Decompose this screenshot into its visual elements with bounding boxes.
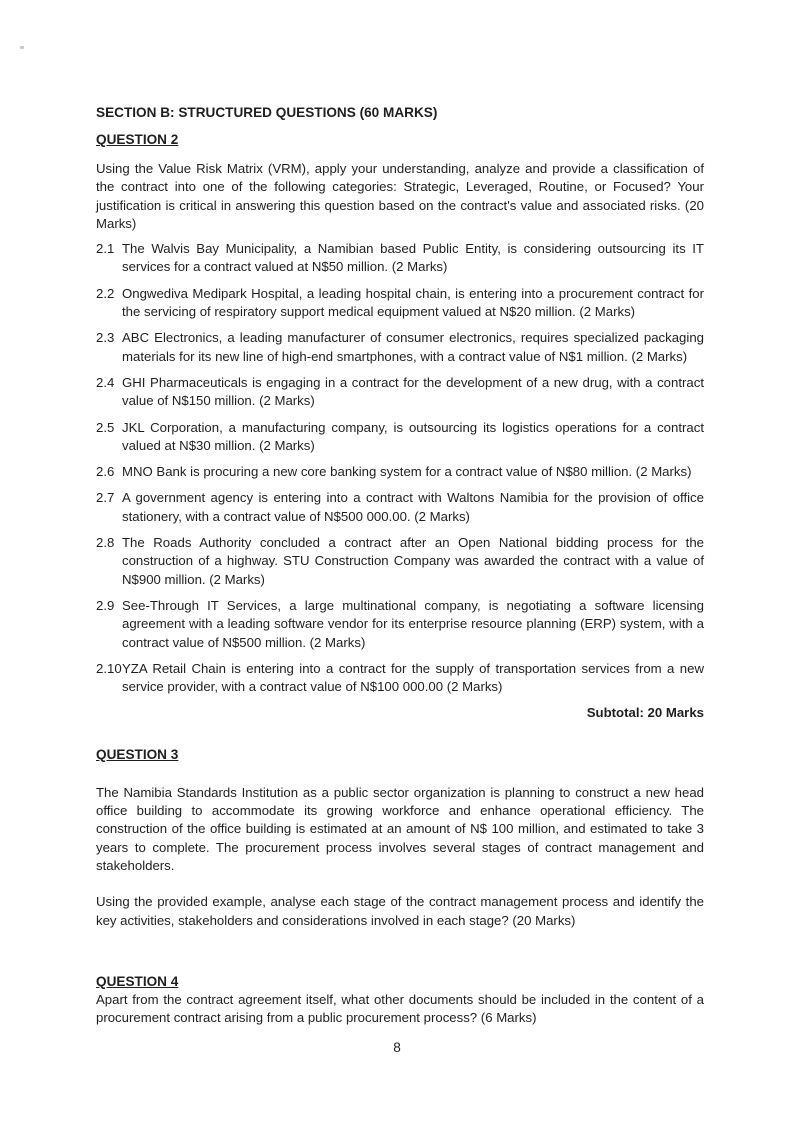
subtotal-line: Subtotal: 20 Marks [586,705,704,721]
question2-intro: Using the Value Risk Matrix (VRM), apply your understanding, analyze and provide a classification of the contract into one of the following categories: Strategic, Leveraged, Routine, or Focused? Your justification is critical in answering this question based on the contract's value and associated risks. (20 Marks) [96,161,704,231]
question-item-2-5 [96,419,704,456]
item-text: MNO Bank is procuring a new core banking system for a contract value of N$80 million. (2 Marks) [122,464,692,480]
question-item-2-7 [96,489,704,526]
page-number: 8 [393,1040,401,1055]
item-number: 2.1 [96,241,115,257]
item-number: 2.4 [96,374,115,390]
item-text: A government agency is entering into a contract with Waltons Namibia for the provision of office stationery, with a contract value of N$500 000.00. (2 Marks) [122,490,704,524]
item-number: 2.5 [96,419,115,435]
question3-heading: QUESTION 3 [96,746,179,762]
item-text: Ongwediva Medipark Hospital, a leading hospital chain, is entering into a procurement contract for the servicing of respiratory support medical equipment valued at N$20 million. (2 Marks) [122,285,704,320]
item-text: ABC Electronics, a leading manufacturer of consumer electronics, requires specialized packaging materials for its new line of high-end smartphones, with a contract value of N$1 million. (2 Marks) [122,330,704,364]
question4-heading: QUESTION 4 [96,973,179,989]
item-number: 2.8 [96,535,115,551]
item-number: 2.3 [96,330,115,346]
item-number: 2.6 [96,464,115,480]
question2-heading: QUESTION 2 [96,132,179,147]
question3-paragraph2: Using the provided example, analyse each stage of the contract management process and identify the key activities, stakeholders and considerations involved in each stage? (20 Marks) [96,894,704,928]
page-content [96,104,704,1034]
question-item-2-4 [96,374,704,411]
item-text: The Walvis Bay Municipality, a Namibian based Public Entity, is considering outsourcing its IT services for a contract valued at N$50 million. (2 Marks) [122,241,704,275]
section-heading: SECTION B: STRUCTURED QUESTIONS (60 MARKS) [96,105,438,120]
question-item-2-10 [96,660,704,697]
item-text: JKL Corporation, a manufacturing company, is outsourcing its logistics operations for a contract valued at N$30 million. (2 Marks) [122,419,704,453]
scan-artifact-mark [20,46,24,49]
item-text: GHI Pharmaceuticals is engaging in a contract for the development of a new drug, with a contract value of N$150 million. (2 Marks) [122,374,704,409]
question-item-2-1 [96,240,704,277]
item-text: The Roads Authority concluded a contract after an Open National bidding process for the construction of a highway. STU Construction Company was awarded the contract with a value of N$900 million. (2 Marks) [122,535,704,587]
question-item-2-6 [96,463,704,481]
item-number: 2.10 [96,660,122,676]
question-item-2-3 [96,329,704,366]
question-item-2-8 [96,534,704,589]
question4-paragraph: Apart from the contract agreement itself, what other documents should be included in the content of a procurement contract arising from a public procurement process? (6 Marks) [96,991,704,1026]
question-item-2-2 [96,285,704,322]
item-number: 2.7 [96,490,115,506]
item-text: YZA Retail Chain is entering into a contract for the supply of transportation services from a new service provider, with a contract value of N$100 000.00 (2 Marks) [122,660,704,695]
item-number: 2.9 [96,597,115,613]
question3-paragraph1: The Namibia Standards Institution as a public sector organization is planning to construct a new head office building to accommodate its growing workforce and enhance operational efficiency. The construction of the office building is estimated at an amount of N$ 100 million, and estimated to take 3 years to complete. The procurement process involves several stages of contract management and stakeholders. [96,784,704,873]
item-text: See-Through IT Services, a large multinational company, is negotiating a software licensing agreement with a leading software vendor for its enterprise resource planning (ERP) system, with a contract value of N$500 million. (2 Marks) [122,597,704,650]
question-item-2-9 [96,597,704,652]
item-number: 2.2 [96,285,115,301]
